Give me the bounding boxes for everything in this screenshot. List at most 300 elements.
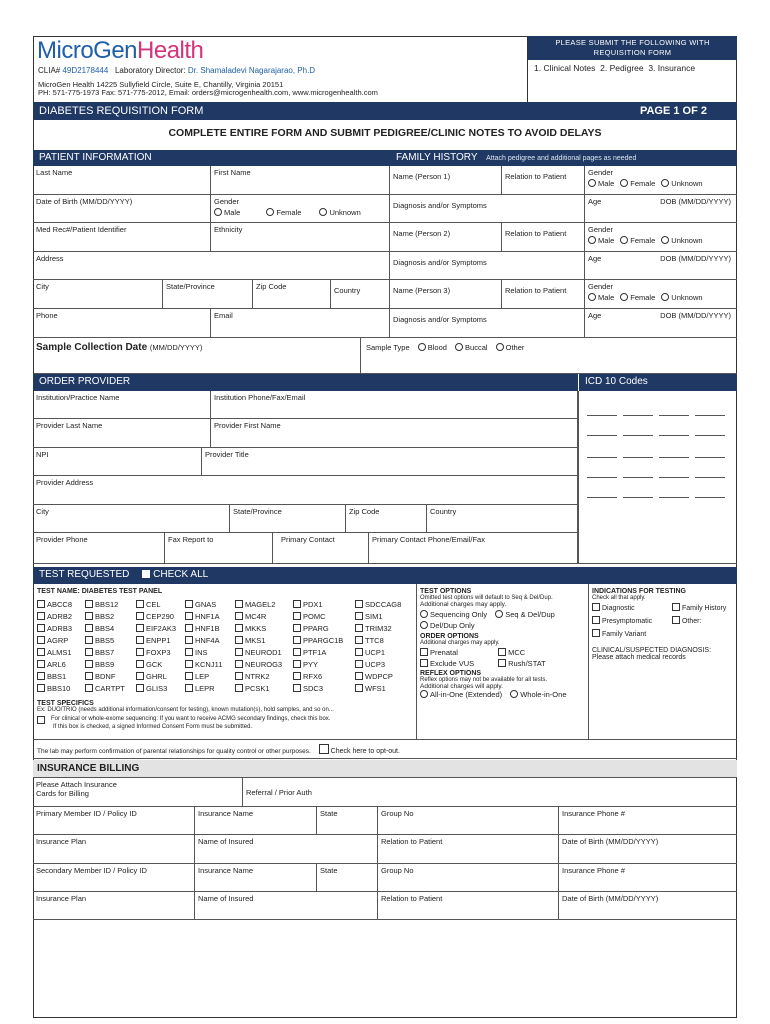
options-title: TEST OPTIONS — [420, 588, 472, 595]
radio-icon — [496, 343, 504, 351]
secondary-relation-field[interactable]: Relation to Patient — [378, 892, 559, 920]
other-indication-option[interactable] — [672, 618, 701, 625]
checkbox-icon — [185, 600, 193, 608]
test-label: ARL6 — [47, 660, 66, 669]
options-line1: Omitted test options will default to Seq & Del/Dup. — [420, 595, 553, 601]
whole-in-one-option[interactable] — [510, 690, 566, 699]
test-option[interactable] — [235, 684, 270, 693]
test-option[interactable] — [235, 648, 282, 657]
test-option[interactable] — [37, 636, 68, 645]
zip-field[interactable]: Zip Code — [253, 280, 331, 309]
checkbox-icon — [85, 636, 93, 644]
order-state-field[interactable]: State/Province — [230, 505, 346, 533]
radio-icon — [661, 236, 669, 244]
label: Family Variant — [602, 631, 647, 638]
female-option[interactable] — [620, 179, 655, 188]
test-option[interactable] — [37, 672, 66, 681]
primary-contact-field[interactable]: Primary Contact — [273, 533, 369, 564]
test-option[interactable] — [355, 648, 385, 657]
prov-address-field[interactable]: Provider Address — [33, 476, 578, 505]
test-label: CARTPT — [95, 684, 125, 693]
test-option[interactable] — [85, 600, 118, 609]
test-option[interactable] — [185, 672, 209, 681]
primary-plan-field[interactable]: Insurance Plan — [33, 835, 195, 864]
person1-relation-field[interactable]: Relation to Patient — [502, 166, 585, 195]
secondary-insured-field[interactable]: Name of Insured — [195, 892, 378, 920]
label: MCC — [508, 648, 526, 657]
test-label: NTRK2 — [245, 672, 270, 681]
test-options — [420, 588, 590, 699]
test-option[interactable] — [136, 684, 167, 693]
all-in-one-option[interactable] — [420, 690, 502, 699]
clinical-note: Please attach medical records — [592, 654, 686, 661]
family-history-option[interactable] — [672, 605, 726, 612]
test-option[interactable] — [37, 612, 72, 621]
checkbox-icon — [293, 672, 301, 680]
test-option[interactable] — [85, 612, 114, 621]
checkbox-icon — [293, 648, 301, 656]
test-option[interactable] — [355, 684, 386, 693]
email-field[interactable]: Email — [211, 309, 390, 338]
icd-line — [623, 435, 653, 436]
radio-icon — [588, 293, 596, 301]
prov-title-field[interactable]: Provider Title — [202, 448, 578, 476]
check-all-option[interactable] — [142, 569, 208, 580]
test-option[interactable] — [37, 660, 66, 669]
sample-date-format: (MM/DD/YYYY) — [149, 343, 203, 352]
checkbox-icon — [293, 612, 301, 620]
presymptomatic-option[interactable] — [592, 616, 670, 625]
gender-unknown-option[interactable] — [319, 208, 360, 217]
checkbox-icon — [498, 659, 506, 667]
order-options-note: Additional charges may apply. — [420, 640, 500, 646]
test-option[interactable] — [85, 684, 125, 693]
female-option[interactable] — [620, 293, 655, 302]
primary-insured-field[interactable]: Name of Insured — [195, 835, 378, 864]
test-option[interactable] — [136, 612, 174, 621]
label: Female — [630, 179, 656, 188]
test-label: KCNJ11 — [195, 660, 223, 669]
icd-line — [587, 435, 617, 436]
test-option[interactable] — [136, 636, 171, 645]
age-label: Age — [588, 311, 602, 320]
person2-gender-field[interactable] — [585, 223, 737, 252]
dob-label: DOB (MM/DD/YYYY) — [660, 197, 731, 206]
person3-name-field[interactable]: Name (Person 3) — [390, 280, 502, 309]
optout-text: The lab may perform confirmation of parental relationships for quality control or other purposes. — [37, 748, 311, 755]
checkbox-icon — [85, 624, 93, 632]
primary-ins-name-field[interactable]: Insurance Name — [195, 807, 317, 835]
submit-box — [527, 36, 737, 102]
divider — [360, 338, 361, 374]
clia-label: CLIA# — [38, 66, 61, 75]
tests-heading — [33, 567, 737, 584]
unknown-option[interactable] — [661, 293, 702, 302]
checkbox-icon — [85, 672, 93, 680]
test-option[interactable] — [85, 636, 114, 645]
test-option[interactable] — [185, 600, 216, 609]
checkbox-icon — [37, 636, 45, 644]
test-option[interactable] — [235, 612, 266, 621]
secondary-group-field[interactable]: Group No — [378, 864, 559, 892]
label: Unknown — [329, 208, 361, 217]
clinical-title: CLINICAL/SUSPECTED DIAGNOSIS: — [592, 647, 712, 654]
icd-line — [695, 457, 725, 458]
checkbox-icon — [355, 636, 363, 644]
test-label: BBS2 — [95, 612, 115, 621]
checkbox-icon — [136, 660, 144, 668]
test-label: LEP — [195, 672, 210, 681]
primary-relation-field[interactable]: Relation to Patient — [378, 835, 559, 864]
panel-title — [37, 588, 162, 595]
test-option[interactable] — [185, 636, 220, 645]
test-option[interactable] — [235, 660, 282, 669]
test-option[interactable] — [293, 612, 326, 621]
test-option[interactable] — [85, 648, 114, 657]
test-option[interactable] — [355, 612, 383, 621]
divider — [588, 584, 589, 739]
secondary-ins-phone-field[interactable]: Insurance Phone # — [559, 864, 737, 892]
referral-field[interactable]: Referral / Prior Auth — [243, 778, 737, 807]
optout-option[interactable] — [319, 748, 400, 755]
secondary-state-field[interactable]: State — [317, 864, 378, 892]
checkbox-icon — [355, 648, 363, 656]
checkbox-icon — [355, 600, 363, 608]
test-option[interactable] — [136, 624, 176, 633]
primary-state-field[interactable]: State — [317, 807, 378, 835]
test-option[interactable] — [235, 624, 266, 633]
panel-label: TEST NAME: — [37, 588, 80, 595]
primary-group-field[interactable]: Group No — [378, 807, 559, 835]
label: Prenatal — [430, 648, 458, 657]
test-label: RFX6 — [303, 672, 323, 681]
test-label: HNF1B — [195, 624, 220, 633]
inst-name-field[interactable]: Institution/Practice Name — [33, 391, 211, 419]
test-option[interactable] — [235, 672, 270, 681]
exclude-vus-option[interactable] — [420, 659, 496, 668]
primary-id-field[interactable]: Primary Member ID / Policy ID — [33, 807, 195, 835]
test-label: GNAS — [195, 600, 217, 609]
test-option[interactable] — [136, 648, 171, 657]
test-option[interactable] — [293, 648, 326, 657]
test-option[interactable] — [355, 672, 393, 681]
checkbox-icon — [85, 648, 93, 656]
gender-female-option[interactable] — [266, 208, 301, 217]
test-label: BBS12 — [95, 600, 119, 609]
test-option[interactable] — [293, 624, 329, 633]
inst-phone-field[interactable]: Institution Phone/Fax/Email — [211, 391, 578, 419]
test-option[interactable] — [355, 600, 401, 609]
del-dup-option[interactable] — [420, 621, 475, 630]
seq-del-option[interactable] — [495, 610, 555, 619]
dob-label: DOB (MM/DD/YYYY) — [660, 311, 731, 320]
prenatal-option[interactable] — [420, 648, 496, 657]
primary-contact-info-field[interactable]: Primary Contact Phone/Email/Fax — [369, 533, 578, 564]
test-label: GHRL — [146, 672, 167, 681]
test-option[interactable] — [37, 684, 70, 693]
test-option[interactable] — [293, 636, 343, 645]
test-option[interactable] — [85, 624, 114, 633]
label: Male — [224, 208, 241, 217]
country-label: Country — [334, 286, 361, 295]
state-field[interactable]: State/Province — [163, 280, 253, 309]
checkbox-icon — [37, 624, 45, 632]
submit-title: PLEASE SUBMIT THE FOLLOWING WITH REQUISITION FORM — [528, 36, 737, 60]
test-label: AGRP — [47, 636, 69, 645]
test-label: WFS1 — [365, 684, 386, 693]
secondary-ins-name-field[interactable]: Insurance Name — [195, 864, 317, 892]
prov-first-field[interactable]: Provider First Name — [211, 419, 578, 448]
rush-option[interactable] — [498, 659, 546, 668]
test-option[interactable] — [355, 636, 384, 645]
city-field[interactable]: City — [33, 280, 163, 309]
checkbox-icon — [142, 570, 150, 578]
test-option[interactable] — [293, 600, 323, 609]
npi-field[interactable]: NPI — [33, 448, 202, 476]
icd-codes-area[interactable] — [578, 391, 737, 564]
test-option[interactable] — [293, 684, 323, 693]
checkbox-icon — [37, 716, 45, 724]
sample-other-option[interactable] — [496, 343, 525, 352]
label: Female — [630, 293, 656, 302]
gender-field[interactable] — [211, 195, 390, 223]
test-option[interactable] — [185, 624, 220, 633]
checkbox-icon — [355, 624, 363, 632]
checkbox-icon — [136, 624, 144, 632]
fax-report-field[interactable]: Fax Report to — [165, 533, 273, 564]
test-label: CEP290 — [146, 612, 174, 621]
test-label: ABCC8 — [47, 600, 73, 609]
optout-row — [37, 744, 400, 755]
phone-field[interactable]: Phone — [33, 309, 211, 338]
icd-line — [659, 477, 689, 478]
icd-line — [695, 415, 725, 416]
divider — [33, 739, 737, 740]
test-option[interactable] — [185, 648, 208, 657]
checkbox-icon — [37, 600, 45, 608]
male-option[interactable] — [588, 293, 614, 302]
acmg-option[interactable] — [37, 716, 412, 724]
checkbox-icon — [85, 660, 93, 668]
gender-label: Gender — [588, 282, 614, 291]
insurance-heading: INSURANCE BILLING — [33, 760, 737, 778]
checkbox-icon — [293, 624, 301, 632]
person2-relation-field[interactable]: Relation to Patient — [502, 223, 585, 252]
last-name-field[interactable]: Last Name — [33, 166, 211, 195]
divider — [416, 584, 417, 739]
panel-name: DIABETES TEST PANEL — [81, 588, 163, 595]
check-all-label: CHECK ALL — [153, 569, 209, 580]
order-zip-field[interactable]: Zip Code — [346, 505, 427, 533]
specifics-line2: For clinical or whole-exome sequencing: If you want to receive ACMG secondary findings, check this box. — [51, 716, 331, 722]
primary-dob-field[interactable]: Date of Birth (MM/DD/YYYY) — [559, 835, 737, 864]
test-option[interactable] — [85, 660, 114, 669]
family-heading — [390, 150, 737, 166]
indications-note: Check all that apply. — [592, 595, 646, 601]
med-rec-field[interactable]: Med Rec#/Patient Identifier — [33, 223, 211, 252]
person1-age-field[interactable] — [585, 195, 737, 223]
test-option[interactable] — [235, 600, 275, 609]
test-option[interactable] — [85, 672, 115, 681]
instruction: COMPLETE ENTIRE FORM AND SUBMIT PEDIGREE/CLINIC NOTES TO AVOID DELAYS — [168, 127, 602, 139]
checkbox-icon — [85, 612, 93, 620]
checkbox-icon — [185, 684, 193, 692]
test-label: SDC3 — [303, 684, 324, 693]
icd-line — [695, 435, 725, 436]
test-label: ENPP1 — [146, 636, 171, 645]
submit-items: 1. Clinical Notes 2. Pedigree 3. Insurance — [534, 63, 696, 73]
secondary-plan-field[interactable]: Insurance Plan — [33, 892, 195, 920]
address-field[interactable]: Address — [33, 252, 390, 280]
female-option[interactable] — [620, 236, 655, 245]
prov-last-field[interactable]: Provider Last Name — [33, 419, 211, 448]
gender-male-option[interactable] — [214, 208, 240, 217]
insurance-cards-note — [33, 778, 243, 807]
lab-contact: PH: 571-775-1973 Fax: 571-775-2012, Email: orders@microgenhealth.com, www.microgenhealth.com — [38, 88, 378, 97]
label: Family History — [681, 605, 727, 612]
test-label: HNF4A — [195, 636, 220, 645]
test-label: TTC8 — [365, 636, 384, 645]
reflex-line1: Reflex options may not be available for all tests. — [420, 677, 548, 683]
label: Seq & Del/Dup — [505, 610, 555, 619]
sample-type-label: Sample Type — [366, 343, 410, 352]
test-option[interactable] — [37, 600, 72, 609]
order-country-field[interactable]: Country — [427, 505, 578, 533]
radio-icon — [420, 610, 428, 618]
label: Sequencing Only — [430, 610, 488, 619]
order-city-field[interactable]: City — [33, 505, 230, 533]
person3-relation-field[interactable]: Relation to Patient — [502, 280, 585, 309]
checkbox-icon — [185, 624, 193, 632]
test-option[interactable] — [185, 660, 222, 669]
icd-line — [587, 457, 617, 458]
first-name-field[interactable]: First Name — [211, 166, 390, 195]
country-field[interactable] — [331, 280, 390, 309]
person2-age-field[interactable] — [585, 252, 737, 280]
icd-line — [659, 435, 689, 436]
test-label: PPARG — [303, 624, 329, 633]
test-label: BBS7 — [95, 648, 115, 657]
family-note: Attach pedigree and additional pages as needed — [486, 155, 637, 162]
mcc-option[interactable] — [498, 648, 525, 657]
test-option[interactable] — [293, 660, 318, 669]
checkbox-icon — [235, 672, 243, 680]
label: Whole-in-One — [520, 690, 567, 699]
person3-gender-field[interactable] — [585, 280, 737, 309]
primary-ins-phone-field[interactable]: Insurance Phone # — [559, 807, 737, 835]
specifics-title: TEST SPECIFICS — [37, 700, 94, 707]
test-option[interactable] — [235, 636, 265, 645]
checkbox-icon — [420, 659, 428, 667]
logo-microgen: MicroGen — [37, 37, 138, 64]
radio-icon — [588, 236, 596, 244]
icd-line — [659, 415, 689, 416]
seq-only-option[interactable] — [420, 610, 487, 619]
unknown-option[interactable] — [661, 236, 702, 245]
page-indicator: PAGE 1 OF 2 — [639, 105, 707, 117]
dob-label: DOB (MM/DD/YYYY) — [660, 254, 731, 263]
secondary-id-field[interactable]: Secondary Member ID / Policy ID — [33, 864, 195, 892]
test-label: SIM1 — [365, 612, 383, 621]
order-options-title: ORDER OPTIONS — [420, 633, 479, 640]
radio-icon — [661, 293, 669, 301]
checkbox-icon — [185, 660, 193, 668]
person1-gender-field[interactable] — [585, 166, 737, 195]
gender-label: Gender — [588, 168, 614, 177]
age-label: Age — [588, 254, 602, 263]
person3-age-field[interactable] — [585, 309, 737, 338]
checkbox-icon — [293, 600, 301, 608]
title-bar — [33, 102, 737, 120]
label: Rush/STAT — [508, 659, 546, 668]
radio-icon — [620, 236, 628, 244]
checkbox-icon — [136, 684, 144, 692]
checkbox-icon — [592, 629, 600, 637]
person1-name-field[interactable]: Name (Person 1) — [390, 166, 502, 195]
sample-buccal-option[interactable] — [455, 343, 488, 352]
test-option[interactable] — [185, 612, 220, 621]
unknown-option[interactable] — [661, 179, 702, 188]
person2-diagnosis-field[interactable]: Diagnosis and/or Symptoms — [390, 252, 585, 280]
diagnostic-option[interactable] — [592, 603, 670, 612]
test-label: ADRB3 — [47, 624, 73, 633]
label: Unknown — [671, 179, 703, 188]
person2-name-field[interactable]: Name (Person 2) — [390, 223, 502, 252]
test-label: UCP3 — [365, 660, 386, 669]
test-label: PYY — [303, 660, 319, 669]
test-label: EIF2AK3 — [146, 624, 177, 633]
family-variant-option[interactable] — [592, 631, 646, 638]
label: Other: — [681, 618, 702, 625]
dob-field[interactable]: Date of Birth (MM/DD/YYYY) — [33, 195, 211, 223]
options-line2: Additional charges may apply. — [420, 601, 507, 608]
checkbox-icon — [185, 672, 193, 680]
test-option[interactable] — [136, 660, 162, 669]
male-option[interactable] — [588, 179, 614, 188]
test-option[interactable] — [136, 672, 167, 681]
test-label: MAGEL2 — [245, 600, 276, 609]
tests-heading-label: TEST REQUESTED — [39, 569, 130, 580]
checkbox-icon — [355, 672, 363, 680]
test-label: PPARGC1B — [303, 636, 344, 645]
label: Blood — [427, 343, 447, 352]
test-option[interactable] — [37, 624, 72, 633]
icd-line — [623, 477, 653, 478]
secondary-dob-field[interactable]: Date of Birth (MM/DD/YYYY) — [559, 892, 737, 920]
prov-phone-field[interactable]: Provider Phone — [33, 533, 165, 564]
sample-blood-option[interactable] — [418, 343, 447, 352]
test-option[interactable] — [355, 660, 385, 669]
sample-date-field[interactable] — [36, 342, 202, 353]
logo-health: Health — [137, 37, 204, 64]
person1-diagnosis-field[interactable]: Diagnosis and/or Symptoms — [390, 195, 585, 223]
test-option[interactable] — [37, 648, 72, 657]
person3-diagnosis-field[interactable]: Diagnosis and/or Symptoms — [390, 309, 585, 338]
test-label: FOXP3 — [146, 648, 171, 657]
checkbox-icon — [235, 684, 243, 692]
ethnicity-field[interactable]: Ethnicity — [211, 223, 390, 252]
radio-icon — [495, 610, 503, 618]
test-option[interactable] — [293, 672, 322, 681]
male-option[interactable] — [588, 236, 614, 245]
specifics-line3: If this box is checked, a signed Informed Consent Form must be submitted. — [53, 724, 253, 730]
label: Female — [630, 236, 656, 245]
label: Male — [598, 236, 615, 245]
attach-line2: Cards for Billing — [36, 789, 89, 798]
test-option[interactable] — [136, 600, 161, 609]
test-option[interactable] — [185, 684, 215, 693]
test-option[interactable] — [355, 624, 392, 633]
